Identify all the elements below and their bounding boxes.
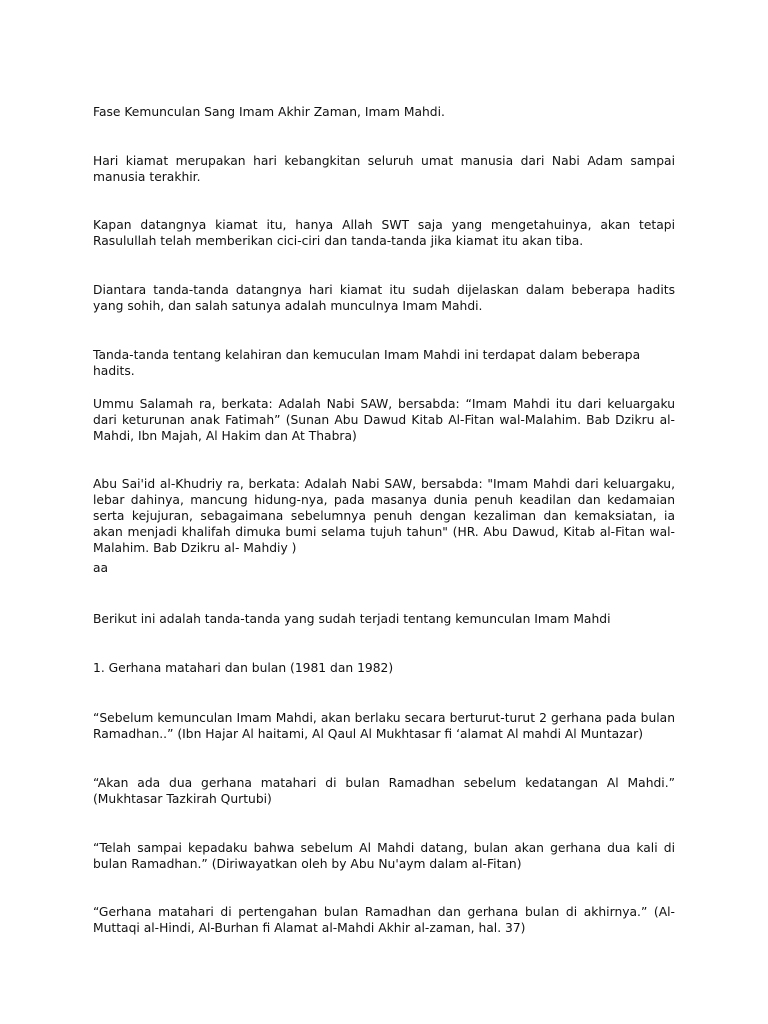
paragraph-berikut-ini: Berikut ini adalah tanda-tanda yang sudah terjadi tentang kemunculan Imam Mahdi (93, 612, 611, 626)
quote-ibn-hajar: “Sebelum kemunculan Imam Mahdi, akan berlaku secara berturut-turut 2 gerhana pada bulan Ramadhan..” (Ibn Hajar Al haitami, Al Qaul Al Mukhtasar fi ‘alamat Al mahdi Al Muntazar) (93, 711, 675, 741)
paragraph-tanda-kelahiran: Tanda-tanda tentang kelahiran dan kemuculan Imam Mahdi ini terdapat dalam beberapa hadits. (93, 348, 641, 378)
paragraph-diantara-tanda: Diantara tanda-tanda datangnya hari kiamat itu sudah dijelaskan dalam beberapa hadits yang sohih, dan salah satunya adalah munculnya Imam Mahdi. (93, 283, 675, 313)
paragraph-hari-kiamat: Hari kiamat merupakan hari kebangkitan seluruh umat manusia dari Nabi Adam sampai manusia terakhir. (93, 154, 675, 184)
paragraph-aa: aa (93, 561, 109, 575)
paragraph-hadith-abu-said: Abu Sai'id al-Khudriy ra, berkata: Adalah Nabi SAW, bersabda: "Imam Mahdi dari keluargaku, lebar dahinya, mancung hidung-nya, pada masanya dunia penuh keadilan dan kedamaian serta kejujuran, sebagaimana sebelumnya penuh dengan kezaliman dan kemaksiatan, ia akan menjadi khalifah dimuka bumi selama tujuh tahun" (HR. Abu Dawud, Kitab al-Fitan wal-Malahim. Bab Dzikru al- Mahdiy ) (93, 477, 675, 555)
paragraph-hadith-ummu-salamah: Ummu Salamah ra, berkata: Adalah Nabi SAW, bersabda: “Imam Mahdi itu dari keluargaku dari keturunan anak Fatimah” (Sunan Abu Dawud Kitab Al-Fitan wal-Malahim. Bab Dzikru al-Mahdi, Ibn Majah, Al Hakim dan At Thabra) (93, 397, 675, 443)
quote-al-muttaqi: “Gerhana matahari di pertengahan bulan Ramadhan dan gerhana bulan di akhirnya.” (Al-Muttaqi al-Hindi, Al-Burhan fi Alamat al-Mahdi Akhir al-zaman, hal. 37) (93, 905, 675, 935)
document-title: Fase Kemunculan Sang Imam Akhir Zaman, Imam Mahdi. (93, 105, 445, 119)
quote-mukhtasar-tazkirah: “Akan ada dua gerhana matahari di bulan Ramadhan sebelum kedatangan Al Mahdi.” (Mukhtasar Tazkirah Qurtubi) (93, 776, 675, 806)
quote-abu-nuaym: “Telah sampai kepadaku bahwa sebelum Al Mahdi datang, bulan akan gerhana dua kali di bulan Ramadhan.” (Diriwayatkan oleh by Abu Nu'aym dalam al-Fitan) (93, 841, 675, 871)
paragraph-kapan-datangnya: Kapan datangnya kiamat itu, hanya Allah SWT saja yang mengetahuinya, akan tetapi Rasulullah telah memberikan cici-ciri dan tanda-tanda jika kiamat itu akan tiba. (93, 218, 675, 248)
list-heading-gerhana: 1. Gerhana matahari dan bulan (1981 dan 1982) (93, 661, 394, 675)
